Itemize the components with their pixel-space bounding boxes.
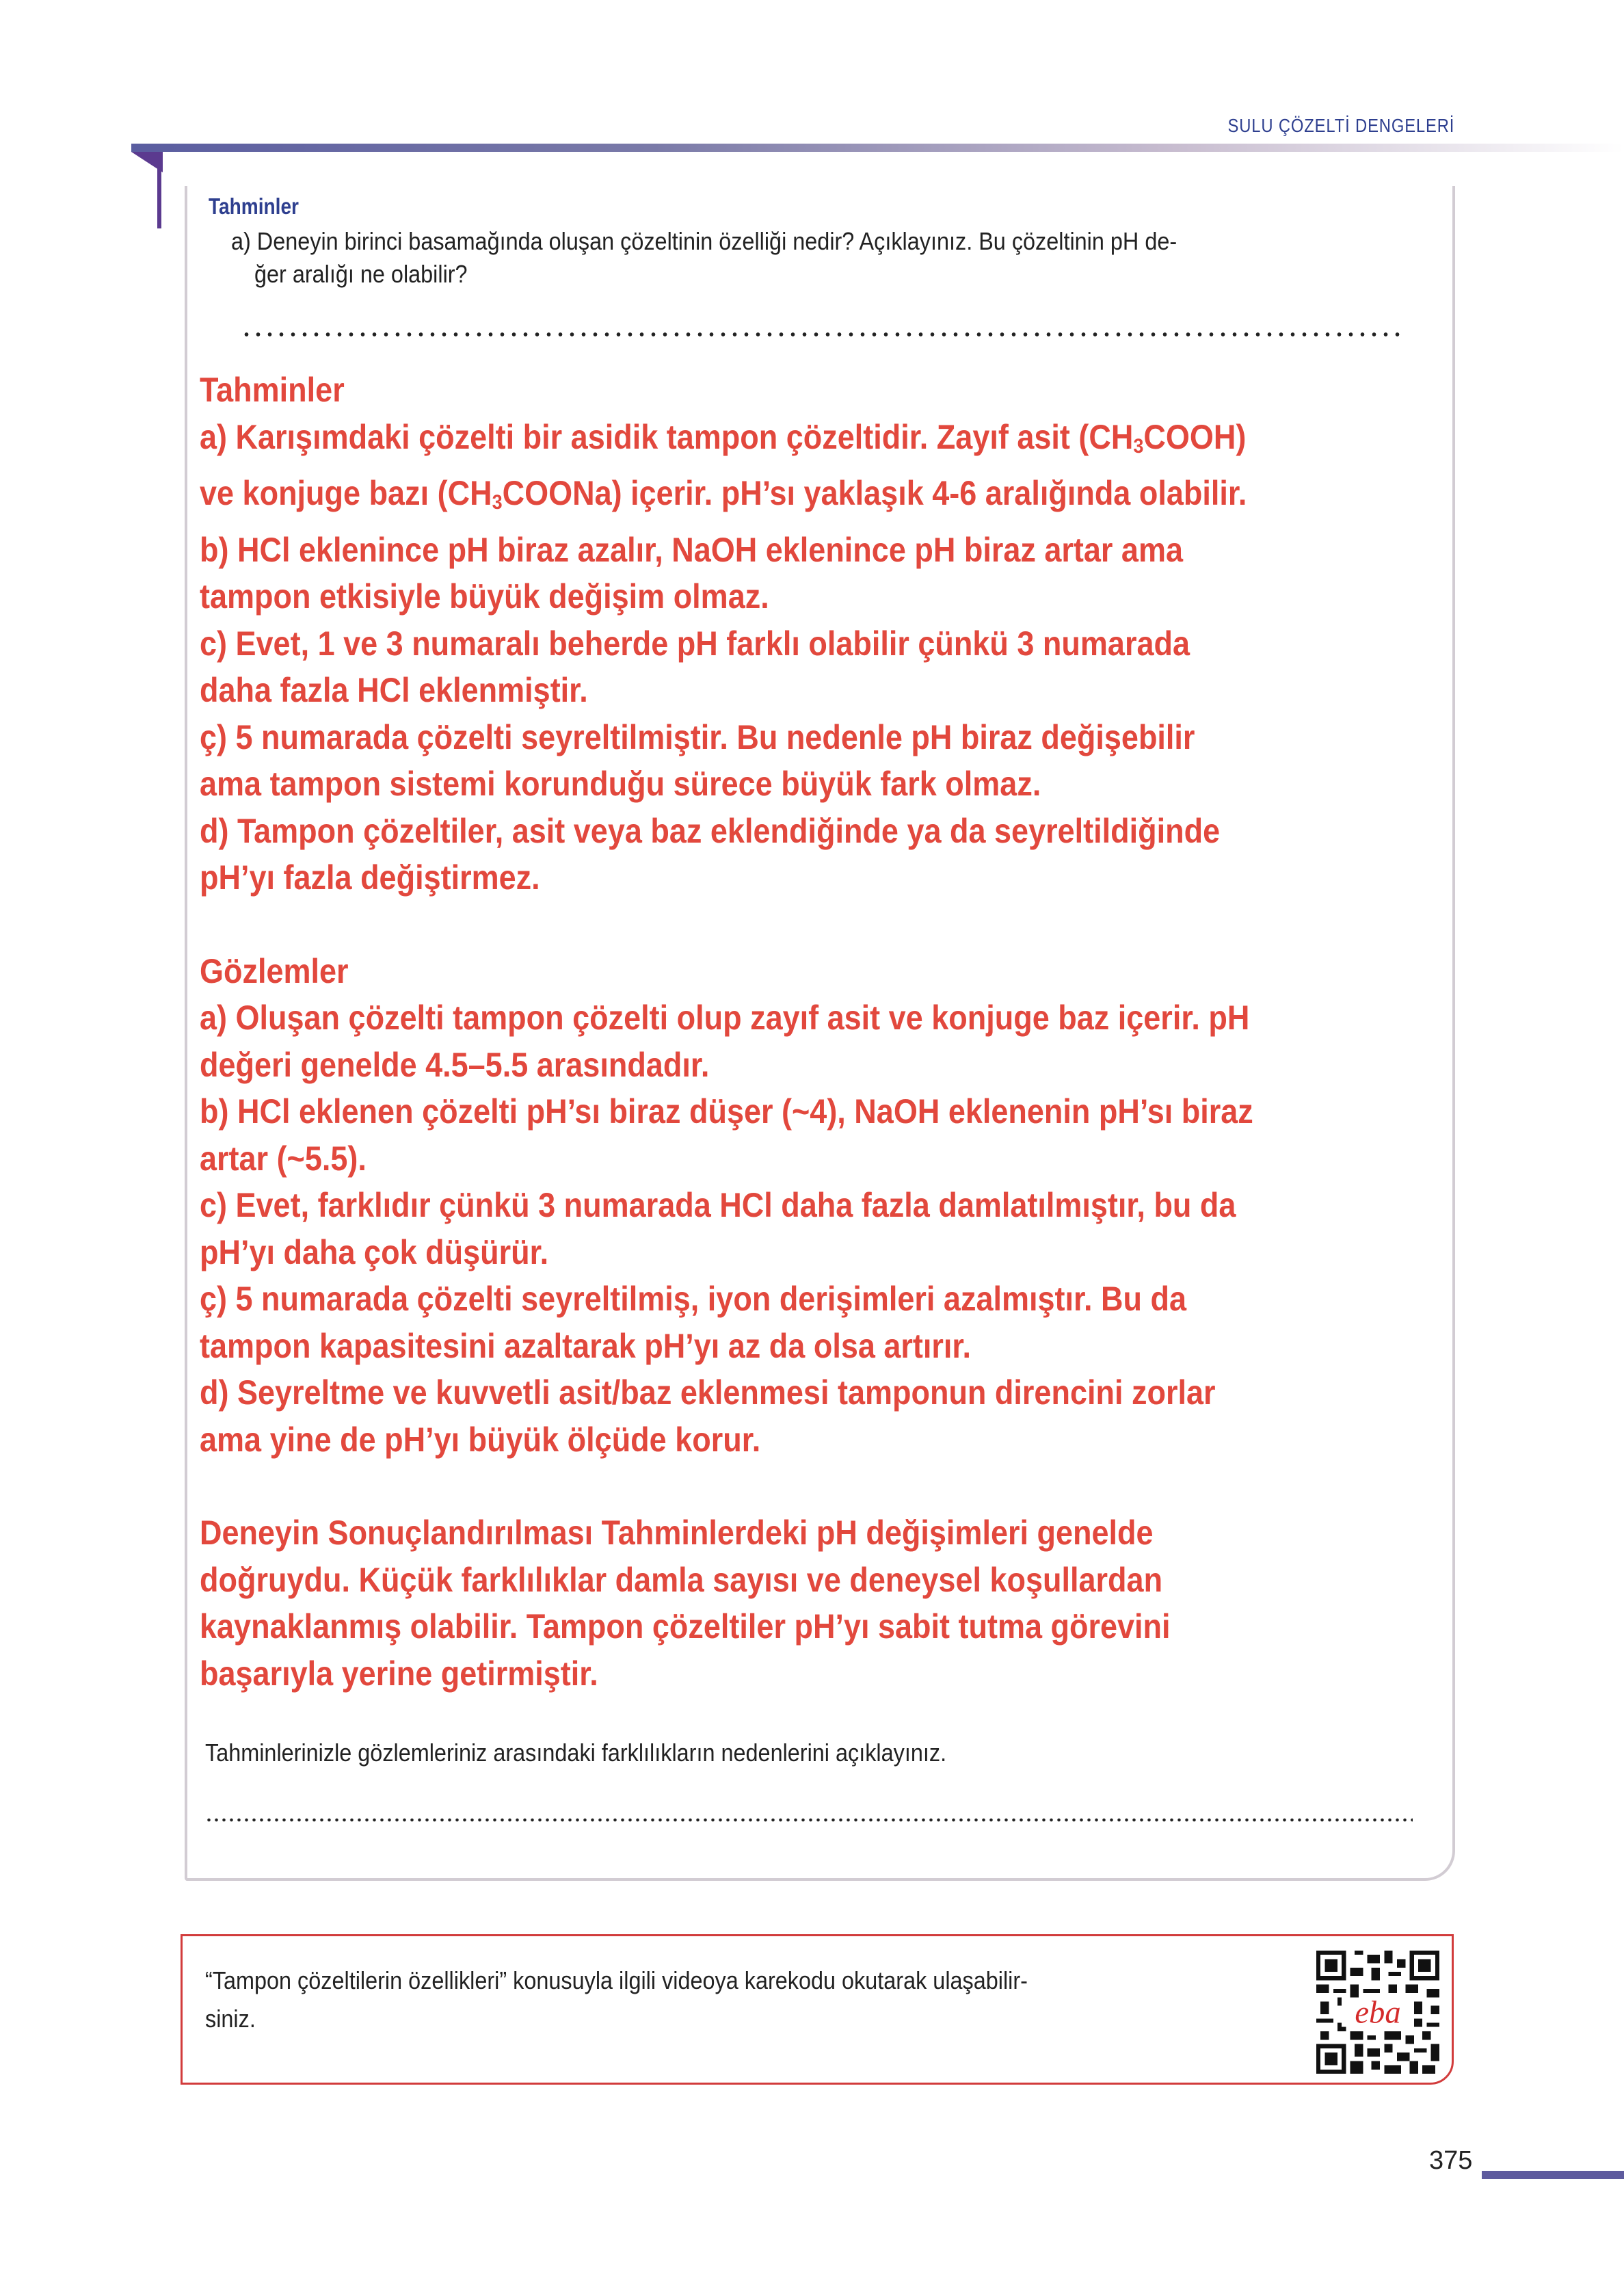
gozlemler-answer-line: artar (~5.5). — [200, 1139, 367, 1178]
qr-code-icon[interactable] — [1316, 1951, 1439, 2074]
tahminler-answer-line: daha fazla HCl eklenmiştir. — [200, 671, 588, 709]
gozlemler-answer-line: ama yine de pH’yı büyük ölçüde korur. — [200, 1420, 761, 1459]
gozlemler-answer-line: değeri genelde 4.5–5.5 arasındadır. — [200, 1045, 710, 1084]
corner-vertical-bar — [157, 152, 161, 228]
gozlemler-answer-line: pH’yı daha çok düşürür. — [200, 1232, 549, 1271]
page-number: 375 — [1429, 2146, 1473, 2175]
tahminler-answer-line: ama tampon sistemi korunduğu sürece büyük fark olmaz. — [200, 765, 1041, 803]
gozlemler-answer-line: c) Evet, farklıdır çünkü 3 numarada HCl daha fazla damlatılmıştır, bu da — [200, 1186, 1236, 1224]
tahminler-answer-line: tampon etkisiyle büyük değişim olmaz. — [200, 577, 769, 616]
tahminler-answer-heading: Tahminler — [200, 371, 345, 409]
tahminler-answer-line: b) HCl eklenince pH biraz azalır, NaOH eklenince pH biraz artar ama — [200, 530, 1184, 569]
gozlemler-answer-line: d) Seyreltme ve kuvvetli asit/baz eklenmesi tamponun direncini zorlar — [200, 1373, 1216, 1412]
original-tahminler-heading: Tahminler — [209, 194, 299, 219]
gozlemler-answer-heading: Gözlemler — [200, 951, 349, 990]
gozlemler-answer-line: tampon kapasitesini azaltarak pH’yı az da olsa artırır. — [200, 1326, 971, 1365]
sonuc-answer-line: kaynaklanmış olabilir. Tampon çözeltiler pH’yı sabit tutma görevini — [200, 1607, 1171, 1646]
explain-differences-prompt: Tahminlerinizle gözlemleriniz arasındaki farklılıkların nedenlerini açıklayınız. — [205, 1739, 947, 1767]
gozlemler-answer-line: a) Oluşan çözelti tampon çözelti olup zayıf asit ve konjuge baz içerir. pH — [200, 999, 1250, 1037]
handwritten-answers — [200, 367, 1338, 1697]
sonuc-answer-line: doğruydu. Küçük farklılıklar damla sayısı ve deneysel koşullardan — [200, 1560, 1163, 1599]
sonuc-answer-line: Deneyin Sonuçlandırılması Tahminlerdeki pH değişimleri genelde — [200, 1514, 1154, 1552]
answer-dotted-line — [241, 332, 1407, 336]
sonuc-answer-line: başarıyla yerine getirmiştir. — [200, 1654, 598, 1693]
question-a-line1: a) Deneyin birinci basamağında oluşan çözeltinin özelliği nedir? Açıklayınız. Bu çözeltinin pH de- — [231, 227, 1177, 255]
footer-bar — [1482, 2171, 1624, 2179]
eba-logo: eba — [1355, 1995, 1401, 2031]
section-title: SULU ÇÖZELTİ DENGELERİ — [1227, 115, 1454, 136]
tahminler-answer-line: a) Karışımdaki çözelti bir asidik tampon çözeltidir. Zayıf asit $(CH_3COOH)$ — [200, 417, 1247, 458]
qr-note-text: “Tampon çözeltilerin özellikleri” konusuyla ilgili videoya karekodu okutarak ulaşabilir- siniz. — [205, 1966, 1028, 2033]
tahminler-answer-line: d) Tampon çözeltiler, asit veya baz eklendiğinde ya da seyreltildiğinde — [200, 811, 1221, 850]
gozlemler-answer-line: b) HCl eklenen çözelti pH’sı biraz düşer (~4), NaOH eklenenin pH’sı biraz — [200, 1092, 1253, 1131]
gozlemler-answer-line: ç) 5 numarada çözelti seyreltilmiş, iyon derişimleri azalmıştır. Bu da — [200, 1280, 1187, 1318]
tahminler-answer-line: c) Evet, 1 ve 3 numaralı beherde pH farklı olabilir çünkü 3 numarada — [200, 624, 1190, 663]
header-gradient-bar — [131, 144, 1624, 152]
tahminler-answer-line: ve konjuge bazı $(CH_3COONa)$ içerir. pH’sı yaklaşık 4-6 aralığında olabilir. — [200, 474, 1247, 514]
tahminler-answer-line: pH’yı fazla değiştirmez. — [200, 858, 540, 897]
explain-dotted-line — [205, 1818, 1413, 1822]
tahminler-answer-line: ç) 5 numarada çözelti seyreltilmiştir. Bu nedenle pH biraz değişebilir — [200, 717, 1195, 756]
question-a-line2: ğer aralığı ne olabilir? — [254, 260, 468, 288]
